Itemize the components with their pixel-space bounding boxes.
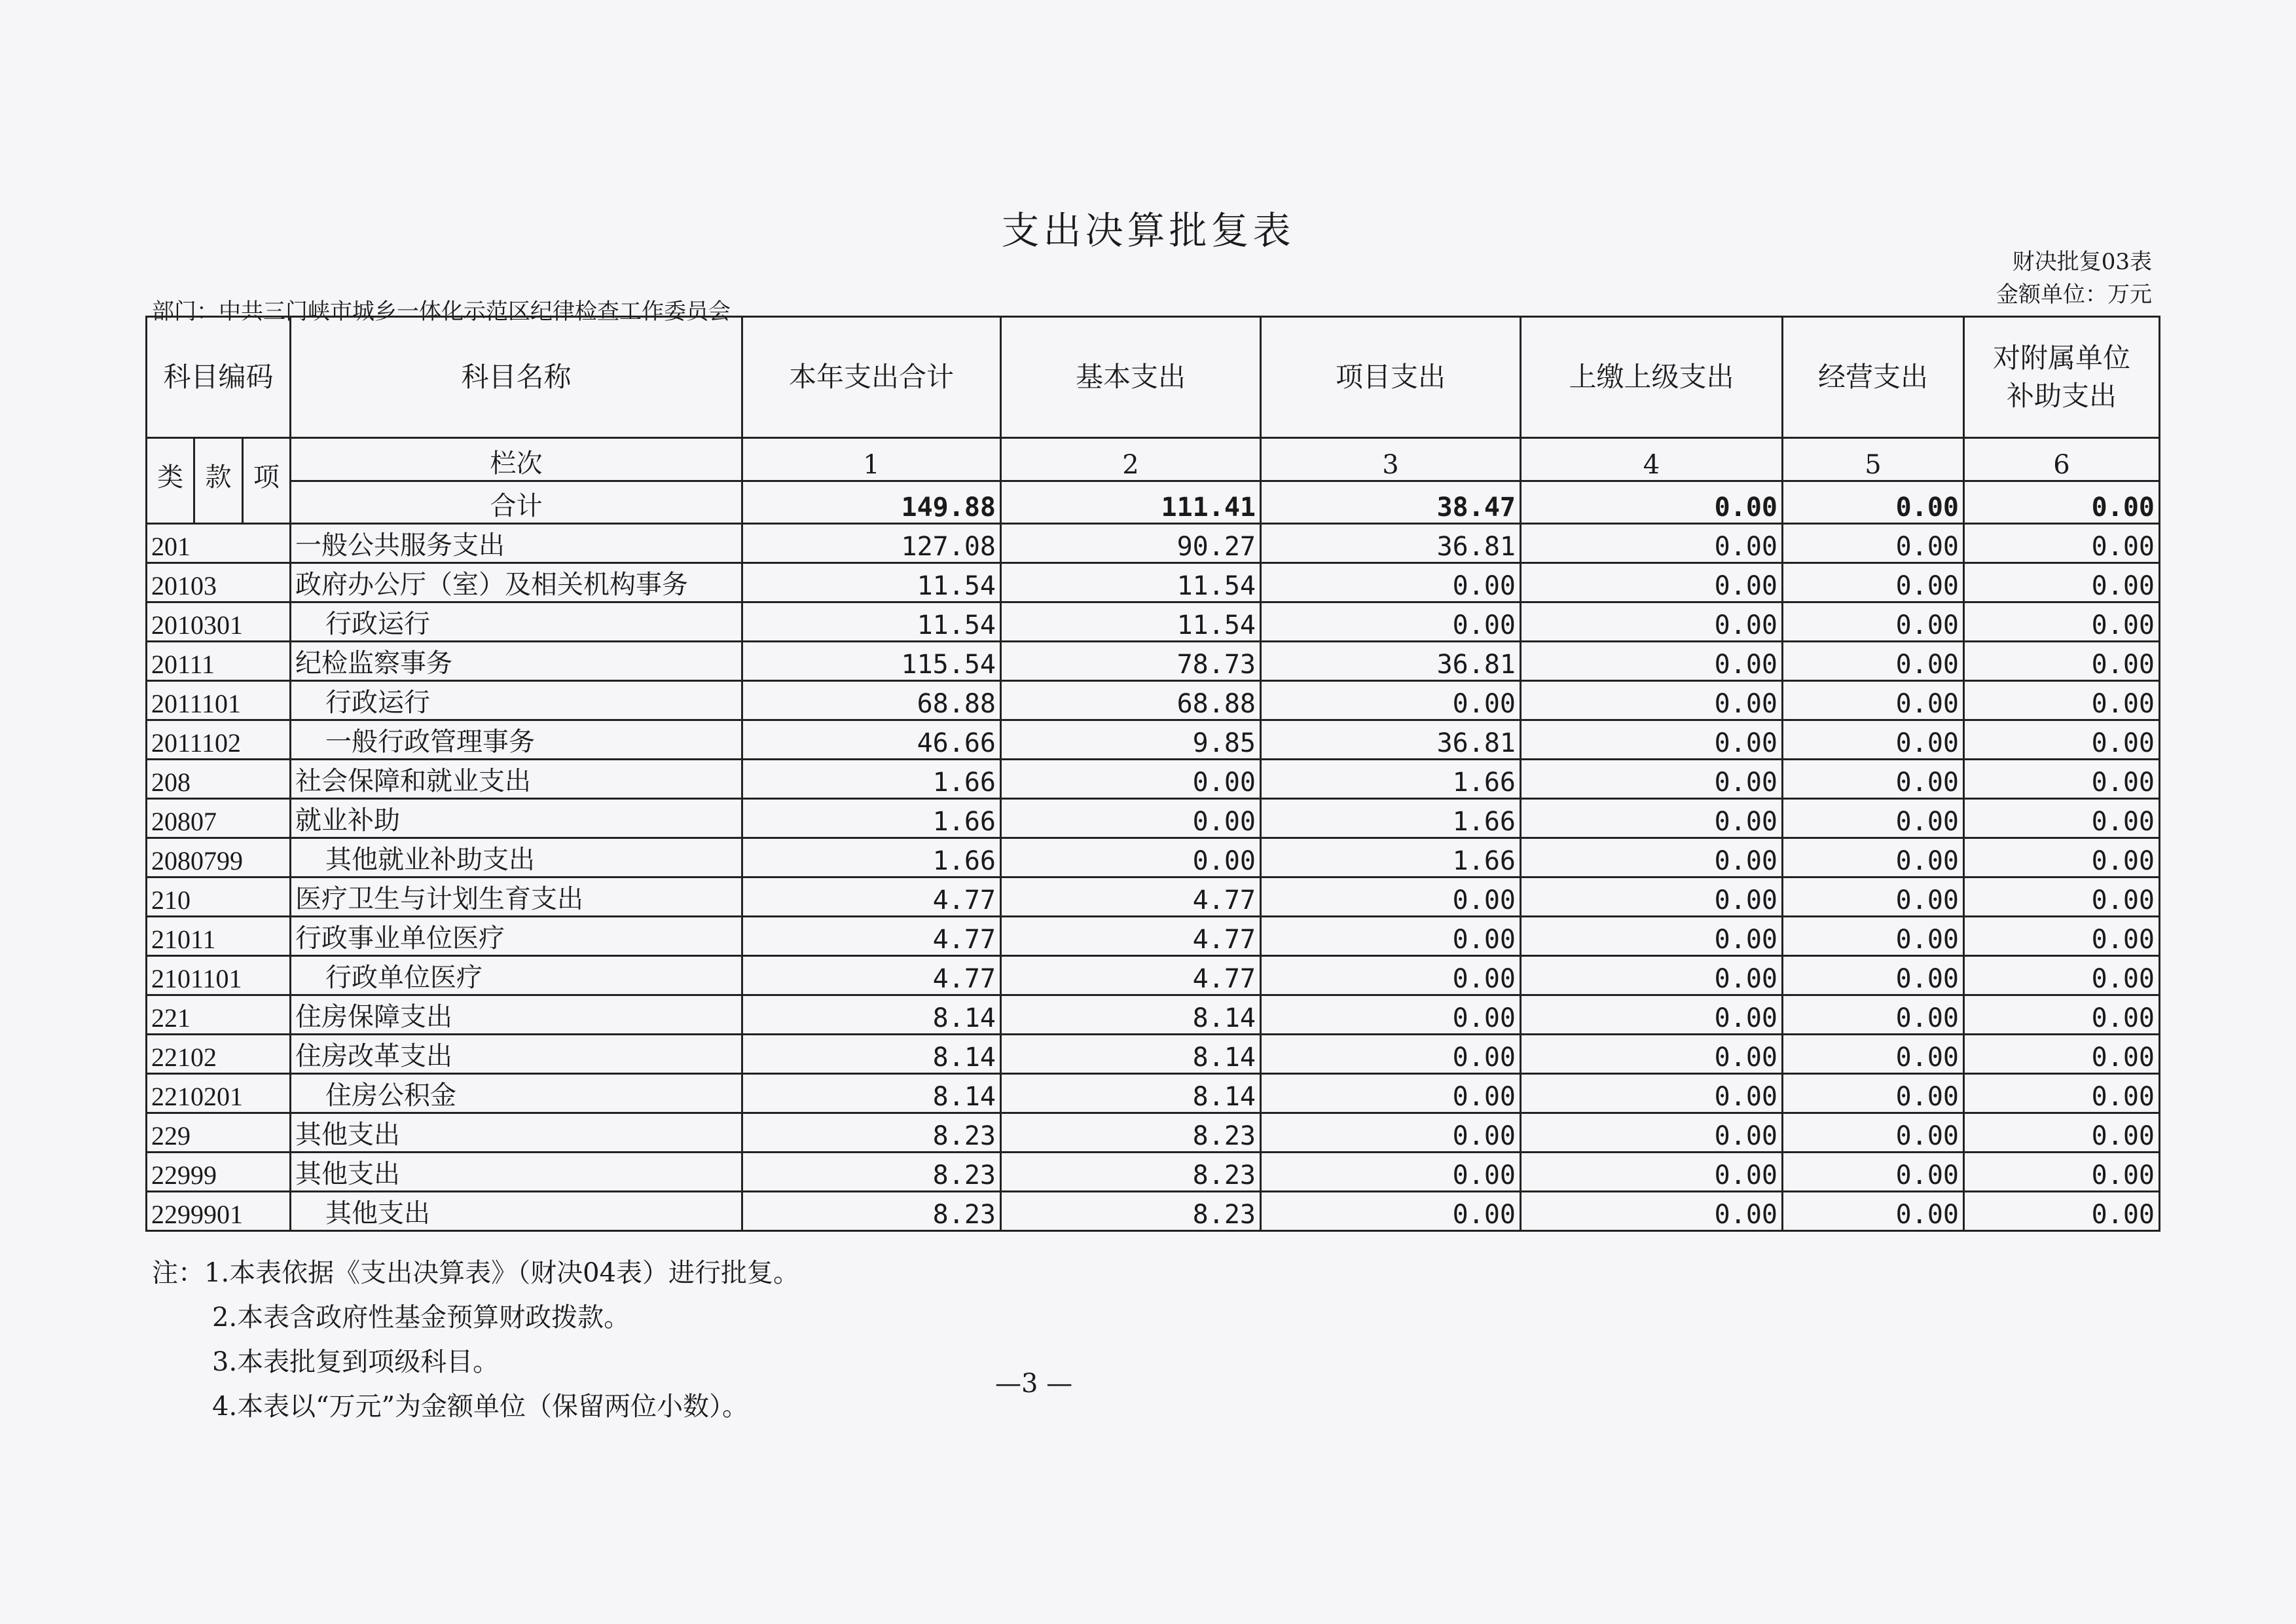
- amount-unit: 金额单位：万元: [1996, 282, 2152, 308]
- cell-business: 0.00: [1783, 1113, 1964, 1153]
- cell-project: 0.00: [1261, 1074, 1521, 1113]
- col-number-3: 3: [1261, 438, 1521, 481]
- cell-subsidy: 0.00: [1964, 995, 2160, 1035]
- cell-business: 0.00: [1783, 917, 1964, 956]
- cell-basic: 78.73: [1001, 642, 1261, 681]
- cell-business: 0.00: [1783, 681, 1964, 720]
- cell-basic: 11.54: [1001, 602, 1261, 642]
- cell-upper: 0.00: [1521, 642, 1783, 681]
- cell-upper: 0.00: [1521, 917, 1783, 956]
- page-title: 支出决算批复表: [1001, 208, 1295, 253]
- cell-subsidy: 0.00: [1964, 877, 2160, 917]
- col-business-header: 经营支出: [1783, 317, 1964, 438]
- cell-basic: 4.77: [1001, 877, 1261, 917]
- col-number-1: 1: [742, 438, 1001, 481]
- cell-total: 8.14: [742, 1074, 1001, 1113]
- cell-total: 8.14: [742, 1035, 1001, 1074]
- col-code-header: 科目编码: [147, 317, 291, 438]
- total-row: [147, 481, 2160, 524]
- table-row: [147, 524, 2160, 563]
- cell-subsidy: 0.00: [1964, 760, 2160, 799]
- note-1: 注：1.本表依据《支出决算表》（财决04表）进行批复。: [152, 1258, 800, 1288]
- cell-project: 0.00: [1261, 1192, 1521, 1231]
- cell-subsidy: 0.00: [1964, 1153, 2160, 1192]
- cell-project: 1.66: [1261, 799, 1521, 838]
- total-label: 合计: [291, 481, 742, 524]
- cell-business: 0.00: [1783, 877, 1964, 917]
- cell-upper: 0.00: [1521, 1074, 1783, 1113]
- cell-subsidy: 0.00: [1964, 838, 2160, 877]
- cell-code: 22102: [147, 1035, 291, 1074]
- cell-code: 21011: [147, 917, 291, 956]
- cell-upper: 0.00: [1521, 602, 1783, 642]
- cell-code: 20111: [147, 642, 291, 681]
- cell-basic: 0.00: [1001, 799, 1261, 838]
- cell-basic: 8.14: [1001, 1074, 1261, 1113]
- table-row: [147, 681, 2160, 720]
- table-row: [147, 1192, 2160, 1231]
- table-row: [147, 956, 2160, 995]
- table-row: [147, 642, 2160, 681]
- cell-business: 0.00: [1783, 956, 1964, 995]
- cell-upper: 0.00: [1521, 1113, 1783, 1153]
- cell-total: 1.66: [742, 838, 1001, 877]
- note-4: 4.本表以“万元”为金额单位（保留两位小数）。: [212, 1392, 749, 1422]
- cell-subsidy: 0.00: [1964, 1035, 2160, 1074]
- cell-basic: 8.23: [1001, 1153, 1261, 1192]
- cell-subsidy: 0.00: [1964, 524, 2160, 563]
- table-row: [147, 602, 2160, 642]
- col-subsidy-header: 对附属单位补助支出: [1964, 317, 2160, 438]
- cell-upper: 0.00: [1521, 1035, 1783, 1074]
- note-2: 2.本表含政府性基金预算财政拨款。: [212, 1302, 630, 1333]
- cell-business: 0.00: [1783, 720, 1964, 760]
- cell-basic: 4.77: [1001, 956, 1261, 995]
- table-row: [147, 1153, 2160, 1192]
- cell-total: 1.66: [742, 799, 1001, 838]
- cell-total: 1.66: [742, 760, 1001, 799]
- cell-name: 其他支出: [291, 1113, 742, 1153]
- level-kuan: 款: [195, 439, 243, 523]
- cell-code: 2101101: [147, 956, 291, 995]
- table-row: [147, 1035, 2160, 1074]
- cell-project: 0.00: [1261, 1035, 1521, 1074]
- cell-code: 20103: [147, 563, 291, 602]
- table-row: [147, 760, 2160, 799]
- cell-basic: 8.23: [1001, 1192, 1261, 1231]
- cell-project: 0.00: [1261, 956, 1521, 995]
- cell-project: 0.00: [1261, 681, 1521, 720]
- col-upper-header: 上缴上级支出: [1521, 317, 1783, 438]
- cell-subsidy: 0.00: [1964, 681, 2160, 720]
- cell-total: 115.54: [742, 642, 1001, 681]
- table-body: [147, 524, 2160, 1231]
- total-project: 38.47: [1261, 481, 1521, 524]
- cell-upper: 0.00: [1521, 1192, 1783, 1231]
- cell-code: 2299901: [147, 1192, 291, 1231]
- cell-name: 其他就业补助支出: [291, 838, 742, 877]
- cell-total: 8.23: [742, 1153, 1001, 1192]
- cell-total: 127.08: [742, 524, 1001, 563]
- table-row: [147, 1113, 2160, 1153]
- cell-name: 住房公积金: [291, 1074, 742, 1113]
- cell-name: 行政事业单位医疗: [291, 917, 742, 956]
- expenditure-table: [145, 316, 2160, 1232]
- cell-code: 22999: [147, 1153, 291, 1192]
- cell-total: 8.23: [742, 1113, 1001, 1153]
- cell-code: 2080799: [147, 838, 291, 877]
- cell-code: 210: [147, 877, 291, 917]
- cell-code: 208: [147, 760, 291, 799]
- note-3: 3.本表批复到项级科目。: [212, 1347, 500, 1377]
- cell-code: 2011102: [147, 720, 291, 760]
- cell-basic: 68.88: [1001, 681, 1261, 720]
- cell-project: 1.66: [1261, 760, 1521, 799]
- table-row: [147, 720, 2160, 760]
- col-number-2: 2: [1001, 438, 1261, 481]
- cell-total: 8.23: [742, 1192, 1001, 1231]
- cell-total: 4.77: [742, 877, 1001, 917]
- cell-code: 229: [147, 1113, 291, 1153]
- cell-project: 0.00: [1261, 563, 1521, 602]
- level-xiang: 项: [253, 462, 280, 492]
- cell-name: 行政运行: [291, 681, 742, 720]
- cell-subsidy: 0.00: [1964, 563, 2160, 602]
- total-amount: 149.88: [742, 481, 1001, 524]
- cell-total: 4.77: [742, 917, 1001, 956]
- cell-project: 0.00: [1261, 917, 1521, 956]
- notes: [152, 1251, 799, 1429]
- cell-project: 36.81: [1261, 524, 1521, 563]
- cell-business: 0.00: [1783, 1074, 1964, 1113]
- cell-upper: 0.00: [1521, 877, 1783, 917]
- cell-name: 住房改革支出: [291, 1035, 742, 1074]
- cell-subsidy: 0.00: [1964, 799, 2160, 838]
- cell-business: 0.00: [1783, 602, 1964, 642]
- cell-name: 社会保障和就业支出: [291, 760, 742, 799]
- cell-business: 0.00: [1783, 799, 1964, 838]
- lanci-label: 栏次: [291, 438, 742, 481]
- cell-total: 11.54: [742, 563, 1001, 602]
- cell-name: 行政运行: [291, 602, 742, 642]
- cell-upper: 0.00: [1521, 995, 1783, 1035]
- cell-business: 0.00: [1783, 760, 1964, 799]
- col-number-6: 6: [1964, 438, 2160, 481]
- table-row: [147, 838, 2160, 877]
- total-subsidy: 0.00: [1964, 481, 2160, 524]
- cell-business: 0.00: [1783, 995, 1964, 1035]
- cell-subsidy: 0.00: [1964, 956, 2160, 995]
- cell-business: 0.00: [1783, 563, 1964, 602]
- cell-code: 221: [147, 995, 291, 1035]
- cell-upper: 0.00: [1521, 838, 1783, 877]
- level-lei: 类: [147, 439, 195, 523]
- cell-total: 4.77: [742, 956, 1001, 995]
- cell-subsidy: 0.00: [1964, 917, 2160, 956]
- cell-code: 201: [147, 524, 291, 563]
- cell-total: 8.14: [742, 995, 1001, 1035]
- cell-total: 68.88: [742, 681, 1001, 720]
- col-total-header: 本年支出合计: [742, 317, 1001, 438]
- cell-subsidy: 0.00: [1964, 1113, 2160, 1153]
- cell-project: 0.00: [1261, 995, 1521, 1035]
- cell-business: 0.00: [1783, 838, 1964, 877]
- cell-business: 0.00: [1783, 524, 1964, 563]
- cell-basic: 9.85: [1001, 720, 1261, 760]
- cell-subsidy: 0.00: [1964, 1192, 2160, 1231]
- table-row: [147, 1074, 2160, 1113]
- cell-project: 0.00: [1261, 877, 1521, 917]
- cell-upper: 0.00: [1521, 956, 1783, 995]
- cell-upper: 0.00: [1521, 524, 1783, 563]
- cell-upper: 0.00: [1521, 720, 1783, 760]
- cell-total: 11.54: [742, 602, 1001, 642]
- cell-upper: 0.00: [1521, 563, 1783, 602]
- cell-project: 0.00: [1261, 602, 1521, 642]
- cell-subsidy: 0.00: [1964, 642, 2160, 681]
- cell-business: 0.00: [1783, 642, 1964, 681]
- cell-name: 行政单位医疗: [291, 956, 742, 995]
- col-number-5: 5: [1783, 438, 1964, 481]
- col-basic-header: 基本支出: [1001, 317, 1261, 438]
- cell-subsidy: 0.00: [1964, 602, 2160, 642]
- cell-name: 一般行政管理事务: [291, 720, 742, 760]
- cell-total: 46.66: [742, 720, 1001, 760]
- col-project-header: 项目支出: [1261, 317, 1521, 438]
- cell-code: 2210201: [147, 1074, 291, 1113]
- cell-basic: 0.00: [1001, 760, 1261, 799]
- table-row: [147, 799, 2160, 838]
- cell-project: 36.81: [1261, 720, 1521, 760]
- cell-upper: 0.00: [1521, 760, 1783, 799]
- cell-basic: 8.14: [1001, 995, 1261, 1035]
- total-basic: 111.41: [1001, 481, 1261, 524]
- table-row: [147, 917, 2160, 956]
- cell-upper: 0.00: [1521, 681, 1783, 720]
- cell-basic: 8.14: [1001, 1035, 1261, 1074]
- cell-basic: 0.00: [1001, 838, 1261, 877]
- department-label: 部门：中共三门峡市城乡一体化示范区纪律检查工作委员会: [152, 299, 731, 325]
- form-number: 财决批复03表: [2012, 249, 2152, 275]
- cell-upper: 0.00: [1521, 1153, 1783, 1192]
- cell-project: 0.00: [1261, 1153, 1521, 1192]
- cell-name: 医疗卫生与计划生育支出: [291, 877, 742, 917]
- code-levels: [147, 438, 291, 524]
- cell-name: 一般公共服务支出: [291, 524, 742, 563]
- cell-code: 2011101: [147, 681, 291, 720]
- cell-business: 0.00: [1783, 1035, 1964, 1074]
- cell-project: 36.81: [1261, 642, 1521, 681]
- cell-upper: 0.00: [1521, 799, 1783, 838]
- cell-project: 1.66: [1261, 838, 1521, 877]
- cell-name: 其他支出: [291, 1192, 742, 1231]
- cell-business: 0.00: [1783, 1192, 1964, 1231]
- total-business: 0.00: [1783, 481, 1964, 524]
- table-row: [147, 877, 2160, 917]
- cell-basic: 90.27: [1001, 524, 1261, 563]
- cell-name: 就业补助: [291, 799, 742, 838]
- cell-basic: 4.77: [1001, 917, 1261, 956]
- cell-business: 0.00: [1783, 1153, 1964, 1192]
- cell-name: 住房保障支出: [291, 995, 742, 1035]
- col-name-header: 科目名称: [291, 317, 742, 438]
- cell-name: 政府办公厅（室）及相关机构事务: [291, 563, 742, 602]
- cell-subsidy: 0.00: [1964, 1074, 2160, 1113]
- column-number-row: [147, 438, 2160, 481]
- header-row: [147, 317, 2160, 438]
- table-row: [147, 563, 2160, 602]
- total-upper: 0.00: [1521, 481, 1783, 524]
- cell-subsidy: 0.00: [1964, 720, 2160, 760]
- cell-name: 纪检监察事务: [291, 642, 742, 681]
- cell-basic: 8.23: [1001, 1113, 1261, 1153]
- cell-project: 0.00: [1261, 1113, 1521, 1153]
- col-number-4: 4: [1521, 438, 1783, 481]
- cell-code: 2010301: [147, 602, 291, 642]
- page-number: —3 —: [995, 1369, 1073, 1399]
- cell-code: 20807: [147, 799, 291, 838]
- cell-name: 其他支出: [291, 1153, 742, 1192]
- table-row: [147, 995, 2160, 1035]
- cell-basic: 11.54: [1001, 563, 1261, 602]
